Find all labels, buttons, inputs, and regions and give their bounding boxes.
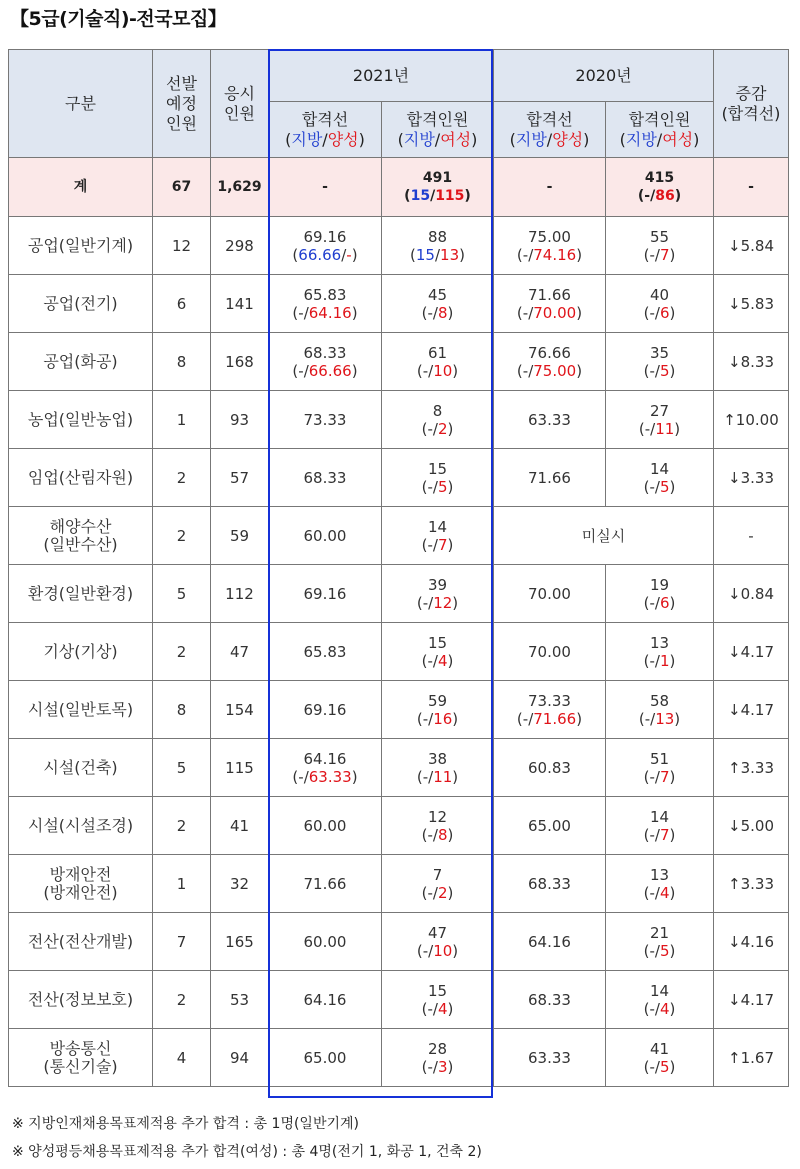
footnote-gender: ※ 양성평등채용목표제적용 추가 합격(여성) : 총 4명(전기 1, 화공 1, 건축 2) (12, 1144, 482, 1160)
row-change: ↑3.33 (714, 855, 789, 913)
row-selection: 12 (153, 217, 211, 275)
row-change: ↓3.33 (714, 449, 789, 507)
row-selection: 1 (153, 391, 211, 449)
total-selection: 67 (153, 158, 211, 217)
row-passcount-2021: 47 (-/10) (382, 913, 494, 971)
row-passcount-2020: 55 (-/7) (606, 217, 714, 275)
row-label: 방송통신 (통신기술) (9, 1029, 153, 1087)
row-cutoff-2021: 68.33 (-/66.66) (269, 333, 382, 391)
row-label: 방재안전 (방재안전) (9, 855, 153, 913)
table-row (9, 797, 789, 855)
row-passcount-2021: 12 (-/8) (382, 797, 494, 855)
row-change: ↑10.00 (714, 391, 789, 449)
row-passcount-2021: 45 (-/8) (382, 275, 494, 333)
row-cutoff-2020: 73.33 (-/71.66) (494, 681, 606, 739)
header-passcount-2020: 합격인원 (지방/여성) (606, 102, 714, 158)
table-row (9, 565, 789, 623)
header-cutoff-2020: 합격선 (지방/양성) (494, 102, 606, 158)
header-year-2020: 2020년 (494, 50, 714, 102)
row-cutoff-2021: 73.33 (269, 391, 382, 449)
row-applicants: 141 (211, 275, 269, 333)
row-passcount-2021: 61 (-/10) (382, 333, 494, 391)
table-row (9, 623, 789, 681)
row-passcount-2021: 14 (-/7) (382, 507, 494, 565)
row-selection: 5 (153, 565, 211, 623)
row-selection: 2 (153, 797, 211, 855)
row-passcount-2021: 38 (-/11) (382, 739, 494, 797)
row-change: ↓5.00 (714, 797, 789, 855)
table-row (9, 681, 789, 739)
row-cutoff-2021: 65.83 (-/64.16) (269, 275, 382, 333)
table-row (9, 855, 789, 913)
row-cutoff-2020: 68.33 (494, 971, 606, 1029)
row-applicants: 168 (211, 333, 269, 391)
row-applicants: 93 (211, 391, 269, 449)
row-passcount-2020: 19 (-/6) (606, 565, 714, 623)
page-title: 【5급(기술직)-전국모집】 (10, 8, 227, 30)
row-passcount-2020: 58 (-/13) (606, 681, 714, 739)
row-passcount-2020: 14 (-/7) (606, 797, 714, 855)
row-passcount-2021: 39 (-/12) (382, 565, 494, 623)
row-label: 환경(일반환경) (9, 565, 153, 623)
table-row (9, 971, 789, 1029)
row-selection: 8 (153, 333, 211, 391)
row-label: 해양수산 (일반수산) (9, 507, 153, 565)
total-passcount-2021: 491 (15/115) (382, 158, 494, 217)
row-passcount-2021: 15 (-/4) (382, 623, 494, 681)
row-selection: 4 (153, 1029, 211, 1087)
row-cutoff-2020: 75.00 (-/74.16) (494, 217, 606, 275)
table-row (9, 913, 789, 971)
row-selection: 6 (153, 275, 211, 333)
row-applicants: 47 (211, 623, 269, 681)
row-cutoff-2020: 71.66 (-/70.00) (494, 275, 606, 333)
row-cutoff-2021: 65.83 (269, 623, 382, 681)
total-cutoff-2021: - (269, 158, 382, 217)
row-cutoff-2020: 70.00 (494, 623, 606, 681)
row-label: 임업(산림자원) (9, 449, 153, 507)
row-change: ↓0.84 (714, 565, 789, 623)
row-cutoff-2020: 65.00 (494, 797, 606, 855)
row-applicants: 298 (211, 217, 269, 275)
row-cutoff-2021: 71.66 (269, 855, 382, 913)
row-change: ↓4.17 (714, 971, 789, 1029)
row-cutoff-2021: 64.16 (269, 971, 382, 1029)
row-change: ↓4.16 (714, 913, 789, 971)
row-cutoff-2020: 76.66 (-/75.00) (494, 333, 606, 391)
row-cutoff-2021: 60.00 (269, 507, 382, 565)
row-selection: 1 (153, 855, 211, 913)
row-passcount-2020: 13 (-/4) (606, 855, 714, 913)
row-change: ↓5.84 (714, 217, 789, 275)
table-row (9, 507, 789, 565)
row-change: ↓4.17 (714, 681, 789, 739)
row-passcount-2021: 8 (-/2) (382, 391, 494, 449)
row-change: - (714, 507, 789, 565)
header-selection: 선발 예정 인원 (153, 50, 211, 158)
row-label: 시설(건축) (9, 739, 153, 797)
row-not-conducted-2020: 미실시 (494, 507, 714, 565)
row-applicants: 32 (211, 855, 269, 913)
results-table (8, 49, 789, 1087)
row-selection: 2 (153, 449, 211, 507)
row-label: 공업(전기) (9, 275, 153, 333)
row-label: 공업(일반기계) (9, 217, 153, 275)
row-change: ↑3.33 (714, 739, 789, 797)
header-passcount-2021: 합격인원 (지방/여성) (382, 102, 494, 158)
row-applicants: 115 (211, 739, 269, 797)
row-passcount-2020: 14 (-/5) (606, 449, 714, 507)
row-label: 공업(화공) (9, 333, 153, 391)
row-cutoff-2021: 69.16 (269, 565, 382, 623)
table-row (9, 449, 789, 507)
row-cutoff-2021: 69.16 (269, 681, 382, 739)
table-row (9, 1029, 789, 1087)
row-label: 시설(시설조경) (9, 797, 153, 855)
row-passcount-2020: 21 (-/5) (606, 913, 714, 971)
row-change: ↓4.17 (714, 623, 789, 681)
total-label: 계 (9, 158, 153, 217)
row-label: 농업(일반농업) (9, 391, 153, 449)
header-year-2021: 2021년 (269, 50, 494, 102)
table-row (9, 333, 789, 391)
row-cutoff-2020: 63.33 (494, 391, 606, 449)
row-applicants: 94 (211, 1029, 269, 1087)
row-passcount-2021: 15 (-/5) (382, 449, 494, 507)
row-cutoff-2021: 64.16 (-/63.33) (269, 739, 382, 797)
row-passcount-2021: 7 (-/2) (382, 855, 494, 913)
total-change: - (714, 158, 789, 217)
row-passcount-2020: 13 (-/1) (606, 623, 714, 681)
row-cutoff-2020: 70.00 (494, 565, 606, 623)
row-passcount-2021: 59 (-/16) (382, 681, 494, 739)
row-applicants: 112 (211, 565, 269, 623)
total-passcount-2020: 415 (-/86) (606, 158, 714, 217)
header-change: 증감 (합격선) (714, 50, 789, 158)
row-cutoff-2021: 69.16 (66.66/-) (269, 217, 382, 275)
row-passcount-2020: 14 (-/4) (606, 971, 714, 1029)
row-applicants: 59 (211, 507, 269, 565)
row-applicants: 165 (211, 913, 269, 971)
row-applicants: 53 (211, 971, 269, 1029)
row-change: ↓8.33 (714, 333, 789, 391)
row-applicants: 154 (211, 681, 269, 739)
total-cutoff-2020: - (494, 158, 606, 217)
row-label: 기상(기상) (9, 623, 153, 681)
row-label: 시설(일반토목) (9, 681, 153, 739)
row-selection: 8 (153, 681, 211, 739)
row-applicants: 57 (211, 449, 269, 507)
row-passcount-2020: 40 (-/6) (606, 275, 714, 333)
total-applicants: 1,629 (211, 158, 269, 217)
row-cutoff-2020: 60.83 (494, 739, 606, 797)
row-applicants: 41 (211, 797, 269, 855)
row-cutoff-2021: 60.00 (269, 913, 382, 971)
row-selection: 5 (153, 739, 211, 797)
header-cutoff-2021: 합격선 (지방/양성) (269, 102, 382, 158)
row-passcount-2021: 88 (15/13) (382, 217, 494, 275)
row-cutoff-2020: 71.66 (494, 449, 606, 507)
row-cutoff-2020: 64.16 (494, 913, 606, 971)
header-applicants: 응시 인원 (211, 50, 269, 158)
header-category: 구분 (9, 50, 153, 158)
row-cutoff-2021: 68.33 (269, 449, 382, 507)
row-selection: 2 (153, 971, 211, 1029)
table-row (9, 739, 789, 797)
row-change: ↑1.67 (714, 1029, 789, 1087)
row-passcount-2021: 28 (-/3) (382, 1029, 494, 1087)
row-selection: 2 (153, 507, 211, 565)
row-cutoff-2021: 65.00 (269, 1029, 382, 1087)
table-row (9, 275, 789, 333)
row-passcount-2020: 41 (-/5) (606, 1029, 714, 1087)
total-row (9, 158, 789, 217)
table-row (9, 391, 789, 449)
row-passcount-2020: 51 (-/7) (606, 739, 714, 797)
row-selection: 7 (153, 913, 211, 971)
row-cutoff-2020: 63.33 (494, 1029, 606, 1087)
row-cutoff-2021: 60.00 (269, 797, 382, 855)
row-selection: 2 (153, 623, 211, 681)
row-label: 전산(정보보호) (9, 971, 153, 1029)
row-label: 전산(전산개발) (9, 913, 153, 971)
table-row (9, 217, 789, 275)
row-change: ↓5.83 (714, 275, 789, 333)
row-passcount-2021: 15 (-/4) (382, 971, 494, 1029)
row-passcount-2020: 27 (-/11) (606, 391, 714, 449)
row-cutoff-2020: 68.33 (494, 855, 606, 913)
footnote-regional: ※ 지방인재채용목표제적용 추가 합격 : 총 1명(일반기계) (12, 1116, 359, 1132)
row-passcount-2020: 35 (-/5) (606, 333, 714, 391)
